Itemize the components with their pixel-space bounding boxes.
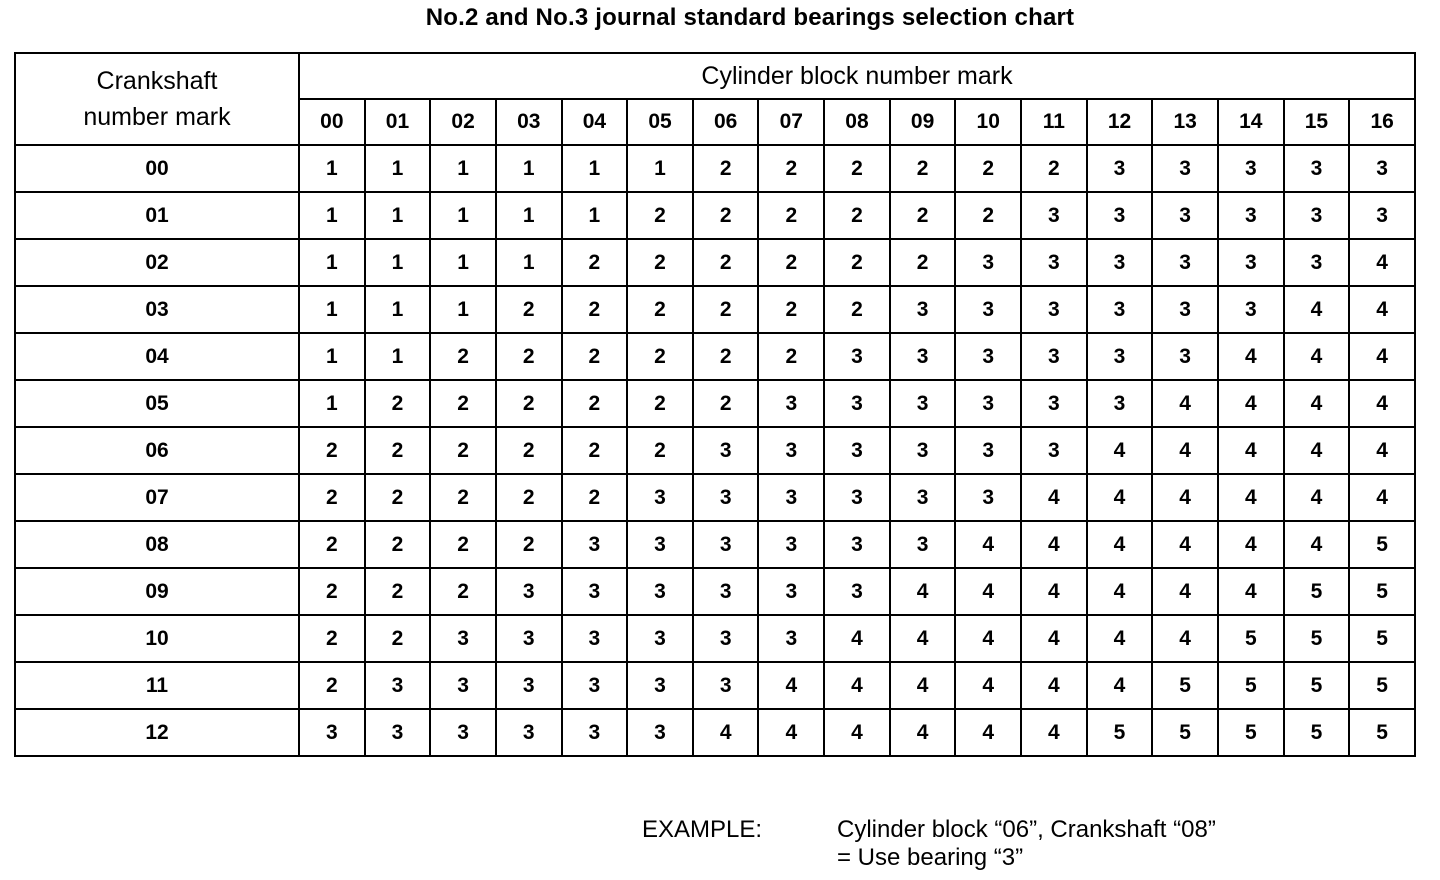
bearing-grade-cell: 4 [1152, 427, 1218, 474]
bearing-grade-cell: 3 [496, 615, 562, 662]
bearing-grade-cell: 2 [365, 427, 431, 474]
bearing-grade-cell: 2 [562, 474, 628, 521]
bearing-grade-cell: 4 [1218, 427, 1284, 474]
bearing-grade-cell: 2 [562, 239, 628, 286]
bearing-grade-cell: 3 [430, 709, 496, 756]
bearing-grade-cell: 3 [758, 568, 824, 615]
bearing-grade-cell: 2 [496, 380, 562, 427]
bearing-grade-cell: 4 [1087, 568, 1153, 615]
bearing-grade-cell: 3 [890, 521, 956, 568]
bearing-grade-cell: 2 [693, 145, 759, 192]
bearing-grade-cell: 4 [1349, 333, 1415, 380]
row-header-crankshaft-mark: 12 [15, 709, 299, 756]
bearing-grade-cell: 2 [365, 380, 431, 427]
row-header-crankshaft-mark: 05 [15, 380, 299, 427]
bearing-grade-cell: 3 [562, 568, 628, 615]
bearing-grade-cell: 3 [365, 662, 431, 709]
bearing-grade-cell: 3 [1152, 239, 1218, 286]
bearing-grade-cell: 3 [562, 662, 628, 709]
bearing-grade-cell: 3 [824, 427, 890, 474]
bearing-grade-cell: 2 [890, 192, 956, 239]
bearing-grade-cell: 2 [365, 474, 431, 521]
column-header: 04 [562, 99, 628, 145]
column-header: 15 [1284, 99, 1350, 145]
bearing-grade-cell: 3 [1218, 192, 1284, 239]
bearing-grade-cell: 4 [1152, 615, 1218, 662]
bearing-grade-cell: 2 [496, 521, 562, 568]
bearing-grade-cell: 3 [430, 662, 496, 709]
bearing-grade-cell: 2 [562, 333, 628, 380]
example-line2: = Use bearing “3” [837, 844, 1024, 871]
bearing-grade-cell: 4 [1021, 474, 1087, 521]
bearing-grade-cell: 2 [890, 239, 956, 286]
bearing-grade-cell: 5 [1349, 615, 1415, 662]
bearing-grade-cell: 3 [824, 521, 890, 568]
bearing-grade-cell: 3 [890, 333, 956, 380]
bearing-grade-cell: 3 [693, 662, 759, 709]
column-header: 12 [1087, 99, 1153, 145]
bearing-grade-cell: 2 [365, 568, 431, 615]
bearing-grade-cell: 2 [496, 427, 562, 474]
bearing-grade-cell: 2 [299, 521, 365, 568]
table-row [15, 662, 1415, 709]
bearing-grade-cell: 2 [824, 145, 890, 192]
bearing-grade-cell: 4 [824, 662, 890, 709]
bearing-grade-cell: 3 [693, 615, 759, 662]
column-header: 10 [955, 99, 1021, 145]
bearing-grade-cell: 2 [955, 192, 1021, 239]
bearing-grade-cell: 2 [693, 286, 759, 333]
bearing-grade-cell: 3 [1218, 286, 1284, 333]
bearing-grade-cell: 4 [1152, 521, 1218, 568]
bearing-grade-cell: 3 [627, 568, 693, 615]
example-line1: Cylinder block “06”, Crankshaft “08” [837, 816, 1216, 843]
bearing-grade-cell: 3 [824, 474, 890, 521]
bearing-grade-cell: 3 [758, 427, 824, 474]
bearing-grade-cell: 3 [1021, 192, 1087, 239]
bearing-grade-cell: 1 [562, 145, 628, 192]
bearing-grade-cell: 3 [1152, 192, 1218, 239]
bearing-grade-cell: 2 [299, 662, 365, 709]
corner-label-line1: Crankshaft [96, 66, 218, 95]
column-header: 16 [1349, 99, 1415, 145]
row-header-crankshaft-mark: 11 [15, 662, 299, 709]
row-header-crankshaft-mark: 07 [15, 474, 299, 521]
table-body [15, 145, 1415, 756]
bearing-grade-cell: 3 [299, 709, 365, 756]
bearing-grade-cell: 2 [496, 333, 562, 380]
bearing-grade-cell: 4 [1218, 380, 1284, 427]
bearing-grade-cell: 3 [627, 615, 693, 662]
bearing-grade-cell: 2 [955, 145, 1021, 192]
bearing-grade-cell: 3 [365, 709, 431, 756]
bearing-grade-cell: 3 [1152, 286, 1218, 333]
column-header: 00 [299, 99, 365, 145]
bearing-grade-cell: 4 [1284, 474, 1350, 521]
bearing-grade-cell: 4 [1284, 427, 1350, 474]
bearing-grade-cell: 4 [1087, 521, 1153, 568]
bearing-grade-cell: 2 [365, 615, 431, 662]
bearing-grade-cell: 3 [1087, 145, 1153, 192]
table-row [15, 521, 1415, 568]
bearing-grade-cell: 4 [1349, 380, 1415, 427]
bearing-grade-cell: 4 [1021, 662, 1087, 709]
bearing-grade-cell: 2 [430, 521, 496, 568]
column-header: 01 [365, 99, 431, 145]
table-row [15, 333, 1415, 380]
cylinder-block-number-mark-header: Cylinder block number mark [299, 53, 1415, 99]
bearing-grade-cell: 4 [1284, 286, 1350, 333]
row-header-crankshaft-mark: 03 [15, 286, 299, 333]
bearing-grade-cell: 3 [693, 474, 759, 521]
bearing-grade-cell: 2 [824, 239, 890, 286]
bearing-grade-cell: 1 [299, 333, 365, 380]
bearing-grade-cell: 2 [562, 286, 628, 333]
bearing-grade-cell: 5 [1152, 709, 1218, 756]
bearing-grade-cell: 3 [890, 380, 956, 427]
bearing-selection-table [14, 52, 1416, 757]
bearing-grade-cell: 4 [1218, 568, 1284, 615]
bearing-grade-cell: 1 [365, 333, 431, 380]
row-header-crankshaft-mark: 00 [15, 145, 299, 192]
bearing-grade-cell: 2 [890, 145, 956, 192]
bearing-grade-cell: 3 [1152, 145, 1218, 192]
row-header-crankshaft-mark: 09 [15, 568, 299, 615]
bearing-grade-cell: 3 [1087, 333, 1153, 380]
table-row [15, 145, 1415, 192]
bearing-grade-cell: 5 [1284, 662, 1350, 709]
bearing-grade-cell: 3 [1152, 333, 1218, 380]
row-header-crankshaft-mark: 01 [15, 192, 299, 239]
table-row [15, 615, 1415, 662]
table-row [15, 709, 1415, 756]
corner-label-line2: number mark [83, 103, 231, 131]
bearing-grade-cell: 4 [890, 662, 956, 709]
bearing-grade-cell: 3 [955, 427, 1021, 474]
bearing-grade-cell: 5 [1349, 521, 1415, 568]
bearing-grade-cell: 3 [562, 709, 628, 756]
bearing-grade-cell: 4 [1218, 474, 1284, 521]
bearing-grade-cell: 4 [758, 662, 824, 709]
table-row [15, 474, 1415, 521]
bearing-grade-cell: 3 [758, 521, 824, 568]
bearing-grade-cell: 1 [430, 145, 496, 192]
bearing-grade-cell: 4 [955, 615, 1021, 662]
row-header-crankshaft-mark: 06 [15, 427, 299, 474]
bearing-grade-cell: 5 [1218, 709, 1284, 756]
bearing-grade-cell: 3 [1021, 286, 1087, 333]
bearing-grade-cell: 4 [1284, 333, 1350, 380]
bearing-grade-cell: 1 [365, 145, 431, 192]
bearing-grade-cell: 4 [1021, 615, 1087, 662]
bearing-grade-cell: 5 [1284, 709, 1350, 756]
bearing-grade-cell: 2 [430, 427, 496, 474]
column-header: 08 [824, 99, 890, 145]
bearing-grade-cell: 3 [955, 286, 1021, 333]
bearing-grade-cell: 3 [496, 662, 562, 709]
bearing-grade-cell: 2 [824, 286, 890, 333]
bearing-grade-cell: 3 [824, 568, 890, 615]
bearing-grade-cell: 4 [1021, 521, 1087, 568]
bearing-grade-cell: 3 [1021, 239, 1087, 286]
table-row [15, 568, 1415, 615]
bearing-grade-cell: 2 [824, 192, 890, 239]
bearing-grade-cell: 2 [693, 333, 759, 380]
bearing-grade-cell: 2 [299, 615, 365, 662]
bearing-grade-cell: 4 [1349, 474, 1415, 521]
bearing-grade-cell: 4 [955, 568, 1021, 615]
bearing-grade-cell: 2 [430, 474, 496, 521]
row-header-crankshaft-mark: 10 [15, 615, 299, 662]
column-header: 13 [1152, 99, 1218, 145]
bearing-grade-cell: 4 [1021, 568, 1087, 615]
bearing-grade-cell: 2 [627, 239, 693, 286]
bearing-grade-cell: 4 [693, 709, 759, 756]
bearing-grade-cell: 4 [955, 521, 1021, 568]
bearing-grade-cell: 3 [693, 568, 759, 615]
column-header: 06 [693, 99, 759, 145]
bearing-grade-cell: 2 [299, 568, 365, 615]
bearing-grade-cell: 3 [1284, 192, 1350, 239]
bearing-grade-cell: 2 [758, 239, 824, 286]
bearing-grade-cell: 2 [627, 192, 693, 239]
bearing-grade-cell: 4 [1152, 380, 1218, 427]
bearing-grade-cell: 4 [824, 615, 890, 662]
bearing-grade-cell: 4 [758, 709, 824, 756]
row-header-crankshaft-mark: 04 [15, 333, 299, 380]
bearing-grade-cell: 2 [627, 380, 693, 427]
column-header: 11 [1021, 99, 1087, 145]
bearing-grade-cell: 2 [1021, 145, 1087, 192]
bearing-grade-cell: 3 [627, 662, 693, 709]
bearing-grade-cell: 4 [955, 709, 1021, 756]
bearing-grade-cell: 4 [1021, 709, 1087, 756]
bearing-grade-cell: 3 [955, 333, 1021, 380]
bearing-grade-cell: 5 [1152, 662, 1218, 709]
bearing-grade-cell: 4 [1349, 239, 1415, 286]
bearing-grade-cell: 3 [824, 380, 890, 427]
bearing-grade-cell: 4 [890, 709, 956, 756]
bearing-grade-cell: 2 [627, 333, 693, 380]
bearing-grade-cell: 4 [890, 568, 956, 615]
bearing-grade-cell: 2 [627, 427, 693, 474]
bearing-grade-cell: 4 [1087, 662, 1153, 709]
bearing-grade-cell: 5 [1349, 709, 1415, 756]
table-row [15, 192, 1415, 239]
bearing-grade-cell: 3 [890, 474, 956, 521]
bearing-grade-cell: 3 [1087, 239, 1153, 286]
column-header: 14 [1218, 99, 1284, 145]
bearing-grade-cell: 2 [430, 380, 496, 427]
bearing-grade-cell: 4 [890, 615, 956, 662]
bearing-grade-cell: 1 [365, 239, 431, 286]
bearing-grade-cell: 3 [627, 521, 693, 568]
bearing-grade-cell: 5 [1284, 615, 1350, 662]
table-row [15, 380, 1415, 427]
bearing-grade-cell: 4 [1218, 521, 1284, 568]
bearing-grade-cell: 3 [430, 615, 496, 662]
chart-title: No.2 and No.3 journal standard bearings selection chart [425, 4, 1075, 31]
bearing-grade-cell: 3 [627, 709, 693, 756]
bearing-grade-cell: 2 [627, 286, 693, 333]
bearing-grade-cell: 5 [1349, 662, 1415, 709]
example-label: EXAMPLE: [642, 816, 763, 843]
bearing-grade-cell: 2 [693, 380, 759, 427]
bearing-grade-cell: 3 [955, 380, 1021, 427]
bearing-grade-cell: 1 [496, 239, 562, 286]
bearing-grade-cell: 4 [1349, 286, 1415, 333]
bearing-grade-cell: 3 [1021, 333, 1087, 380]
table-row [15, 427, 1415, 474]
column-header: 05 [627, 99, 693, 145]
group-header-row [15, 53, 1415, 99]
bearing-grade-cell: 3 [955, 474, 1021, 521]
bearing-grade-cell: 1 [299, 239, 365, 286]
bearing-grade-cell: 1 [496, 192, 562, 239]
column-header: 09 [890, 99, 956, 145]
row-header-crankshaft-mark: 02 [15, 239, 299, 286]
bearing-grade-cell: 5 [1349, 568, 1415, 615]
bearing-grade-cell: 1 [562, 192, 628, 239]
bearing-grade-cell: 3 [496, 709, 562, 756]
bearing-grade-cell: 3 [758, 474, 824, 521]
bearing-grade-cell: 3 [1218, 239, 1284, 286]
bearing-grade-cell: 5 [1218, 662, 1284, 709]
bearing-grade-cell: 1 [299, 380, 365, 427]
bearing-grade-cell: 2 [496, 474, 562, 521]
bearing-grade-cell: 4 [1218, 333, 1284, 380]
bearing-grade-cell: 3 [758, 615, 824, 662]
bearing-grade-cell: 1 [430, 192, 496, 239]
bearing-grade-cell: 3 [758, 380, 824, 427]
bearing-grade-cell: 4 [1152, 568, 1218, 615]
bearing-grade-cell: 3 [693, 521, 759, 568]
crankshaft-number-mark-header [15, 53, 299, 145]
bearing-grade-cell: 4 [1284, 521, 1350, 568]
bearing-grade-cell: 3 [1087, 192, 1153, 239]
bearing-grade-cell: 2 [430, 333, 496, 380]
bearing-grade-cell: 2 [758, 192, 824, 239]
bearing-grade-cell: 2 [430, 568, 496, 615]
bearing-grade-cell: 5 [1218, 615, 1284, 662]
bearing-grade-cell: 3 [1021, 427, 1087, 474]
bearing-grade-cell: 2 [758, 286, 824, 333]
bearing-grade-cell: 1 [627, 145, 693, 192]
bearing-grade-cell: 4 [1284, 380, 1350, 427]
bearing-grade-cell: 4 [1087, 474, 1153, 521]
bearing-grade-cell: 3 [496, 568, 562, 615]
bearing-grade-cell: 3 [890, 286, 956, 333]
bearing-grade-cell: 2 [693, 239, 759, 286]
bearing-grade-cell: 2 [496, 286, 562, 333]
column-header: 02 [430, 99, 496, 145]
bearing-grade-cell: 2 [365, 521, 431, 568]
bearing-grade-cell: 4 [1087, 427, 1153, 474]
bearing-grade-cell: 2 [299, 474, 365, 521]
bearing-grade-cell: 4 [1152, 474, 1218, 521]
bearing-grade-cell: 2 [562, 427, 628, 474]
table-row [15, 286, 1415, 333]
bearing-grade-cell: 1 [299, 192, 365, 239]
bearing-grade-cell: 2 [758, 333, 824, 380]
bearing-grade-cell: 2 [562, 380, 628, 427]
bearing-grade-cell: 1 [365, 192, 431, 239]
bearing-grade-cell: 3 [562, 521, 628, 568]
bearing-grade-cell: 3 [1218, 145, 1284, 192]
bearing-grade-cell: 2 [693, 192, 759, 239]
bearing-grade-cell: 1 [496, 145, 562, 192]
column-header: 07 [758, 99, 824, 145]
column-header: 03 [496, 99, 562, 145]
bearing-grade-cell: 3 [627, 474, 693, 521]
bearing-grade-cell: 3 [1349, 145, 1415, 192]
bearing-grade-cell: 4 [1349, 427, 1415, 474]
bearing-grade-cell: 4 [955, 662, 1021, 709]
bearing-grade-cell: 1 [430, 239, 496, 286]
bearing-grade-cell: 5 [1087, 709, 1153, 756]
bearing-grade-cell: 3 [1087, 286, 1153, 333]
bearing-grade-cell: 3 [1284, 145, 1350, 192]
bearing-grade-cell: 3 [890, 427, 956, 474]
bearing-grade-cell: 3 [1284, 239, 1350, 286]
bearing-grade-cell: 1 [365, 286, 431, 333]
bearing-grade-cell: 3 [562, 615, 628, 662]
bearing-grade-cell: 4 [1087, 615, 1153, 662]
bearing-grade-cell: 3 [693, 427, 759, 474]
row-header-crankshaft-mark: 08 [15, 521, 299, 568]
bearing-grade-cell: 3 [1349, 192, 1415, 239]
bearing-grade-cell: 1 [299, 145, 365, 192]
bearing-grade-cell: 1 [299, 286, 365, 333]
bearing-grade-cell: 3 [824, 333, 890, 380]
bearing-grade-cell: 2 [299, 427, 365, 474]
bearing-grade-cell: 3 [955, 239, 1021, 286]
table-row [15, 239, 1415, 286]
bearing-grade-cell: 1 [430, 286, 496, 333]
bearing-grade-cell: 5 [1284, 568, 1350, 615]
bearing-grade-cell: 2 [758, 145, 824, 192]
bearing-grade-cell: 4 [824, 709, 890, 756]
bearing-grade-cell: 3 [1021, 380, 1087, 427]
bearing-grade-cell: 3 [1087, 380, 1153, 427]
